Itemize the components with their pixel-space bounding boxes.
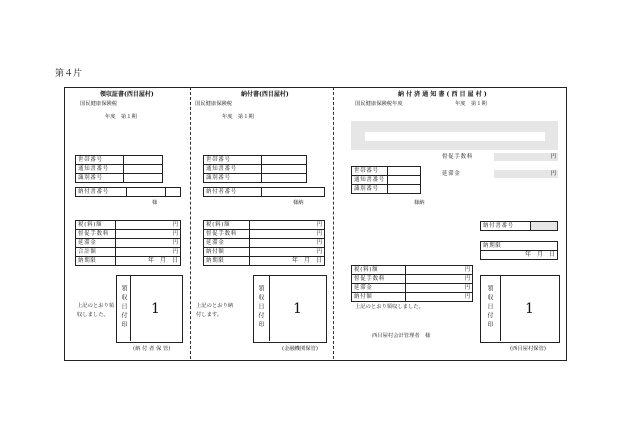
payment-due-date: 年 月 日 [250, 257, 325, 266]
payment-year-period: 年度 第１期 [222, 114, 254, 120]
receipt-due-date: 年 月 日 [116, 257, 181, 266]
notice-id-label: 識別番号 [352, 185, 388, 194]
notice-id-table [351, 166, 421, 194]
notice-fee-label: 督促手数料 [442, 154, 473, 160]
notice-amount-label: 税(料)額 [352, 266, 406, 275]
receipt-id-value [127, 188, 166, 197]
notice-note: 上記のとおり領収しました。 [355, 304, 424, 310]
receipt-id-label: 世帯番号 [76, 156, 124, 165]
receipt-amount-table [75, 220, 181, 266]
receipt-amount-label: 税(料)額 [76, 221, 116, 230]
receipt-id-value [124, 156, 163, 165]
perforation-2 [333, 87, 334, 359]
notice-due-table [480, 241, 558, 260]
payment-amount-label: 納期限 [204, 257, 250, 266]
payment-title: 納付書(西目屋村) [241, 91, 289, 98]
receipt-amount-yen: 円 [116, 248, 181, 257]
receipt-payer-no-table [75, 187, 181, 197]
receipt-footer: (納 付 者 保 管) [133, 346, 171, 352]
notice-manager: 西目屋村会計管理者 様 [372, 333, 431, 339]
notice-id-value [387, 185, 420, 194]
receipt-id-value [166, 188, 181, 197]
receipt-id-value [124, 165, 163, 174]
notice-amount-yen: 円 [406, 266, 473, 275]
notice-right-label: 納付書番号 [481, 222, 531, 231]
notice-right-table [480, 221, 558, 231]
notice-sama: 様納 [414, 200, 425, 206]
payment-id-label: 識別番号 [204, 174, 262, 183]
notice-title: 納 付 済 通 知 書 ( 西 目 屋 村 ) [398, 91, 487, 98]
payment-note: 上記のとおり納付します。 [196, 303, 234, 318]
payment-id-value [262, 174, 307, 183]
notice-fee-yen: 円 [494, 170, 558, 178]
receipt-stamp-label: 領収日付印 [120, 285, 127, 330]
receipt-id-label: 納付書番号 [76, 188, 127, 197]
notice-amount-yen: 円 [406, 293, 473, 302]
receipt-year-period: 年度 第１期 [105, 114, 137, 120]
receipt-id-table [75, 155, 163, 183]
payment-id-label: 世帯番号 [204, 156, 262, 165]
receipt-sama: 様 [152, 200, 158, 206]
receipt-amount-label: 督促手数料 [76, 230, 116, 239]
notice-id-label: 世帯番号 [352, 167, 388, 176]
payment-tax-name: 国民健康保険税 [195, 101, 233, 107]
notice-amount-yen: 円 [406, 275, 473, 284]
receipt-amount-label: 納期限 [76, 257, 116, 266]
notice-due-date: 年 月 日 [481, 251, 558, 260]
notice-amount-label: 督促手数料 [352, 275, 406, 284]
receipt-amount-label: 合計額 [76, 248, 116, 257]
payment-id-table [203, 155, 307, 183]
receipt-id-label: 識別番号 [76, 174, 124, 183]
notice-footer: (西目屋村保管) [510, 346, 546, 352]
notice-id-value [387, 176, 420, 185]
payment-id-value [262, 165, 307, 174]
payment-payer-no-table [203, 187, 325, 197]
notice-stamp-label: 領収日付印 [486, 285, 493, 330]
payment-amount-yen: 円 [250, 239, 325, 248]
receipt-amount-yen: 円 [116, 230, 181, 239]
notice-id-label: 通知書番号 [352, 176, 388, 185]
notice-id-value [387, 167, 420, 176]
perforation-1 [190, 87, 191, 359]
notice-amount-table [351, 265, 473, 302]
payment-amount-label: 督促手数料 [204, 230, 250, 239]
payment-id-value [262, 156, 307, 165]
payment-stamp-number: 1 [293, 301, 302, 317]
receipt-tax-name: 国民健康保険税 [80, 101, 118, 107]
notice-fee-yen: 円 [494, 153, 558, 161]
notice-fee-table [440, 153, 558, 178]
receipt-note: 上記のとおり領収しました。 [77, 303, 115, 318]
payment-sama: 様納 [293, 200, 304, 206]
notice-shaded-band-inner [365, 132, 545, 141]
payment-stamp-label: 領収日付印 [257, 285, 264, 330]
payment-amount-yen: 円 [250, 248, 325, 257]
payment-id-value [262, 188, 325, 197]
notice-right-value [531, 222, 558, 231]
notice-amount-label: 納付額 [352, 293, 406, 302]
notice-stamp-number: 1 [525, 301, 534, 317]
payment-amount-label: 延滞金 [204, 239, 250, 248]
payment-footer: (金融機関保管) [282, 346, 318, 352]
receipt-amount-yen: 円 [116, 239, 181, 248]
receipt-amount-yen: 円 [116, 221, 181, 230]
notice-amount-label: 延滞金 [352, 284, 406, 293]
notice-tax-name: 国民健康保険税年度 [355, 101, 403, 107]
payment-amount-label: 税(料)額 [204, 221, 250, 230]
notice-right-label: 納期限 [481, 242, 545, 251]
receipt-stamp-number: 1 [151, 301, 160, 317]
receipt-title: 領収証書(西目屋村) [100, 91, 154, 98]
notice-year-period: 年度 第１期 [455, 101, 487, 107]
payment-amount-yen: 円 [250, 230, 325, 239]
payment-amount-yen: 円 [250, 221, 325, 230]
receipt-amount-label: 延滞金 [76, 239, 116, 248]
payment-amount-label: 納付額 [204, 248, 250, 257]
notice-fee-label: 延滞金 [442, 171, 461, 177]
payment-amount-table [203, 220, 325, 266]
payment-id-label: 納付者番号 [204, 188, 262, 197]
notice-amount-yen: 円 [406, 284, 473, 293]
sheet-label: 第４片 [55, 69, 83, 79]
payment-id-label: 通知書番号 [204, 165, 262, 174]
receipt-id-value [124, 174, 163, 183]
receipt-id-label: 通知書番号 [76, 165, 124, 174]
